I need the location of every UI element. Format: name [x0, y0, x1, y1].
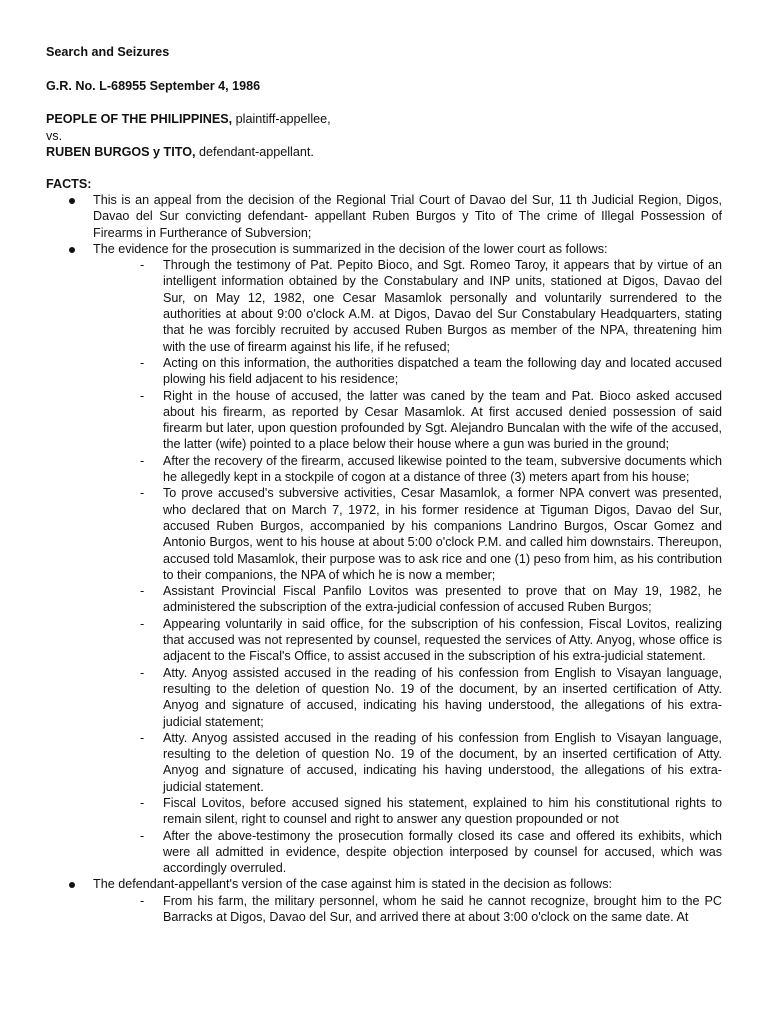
evidence-item	[93, 665, 722, 730]
defense-item-text: From his farm, the military personnel, whom he said he cannot recognize, brought him to the PC Barracks at Digos, Davao del Sur, and arrived there at about 3:00 o'clock on the same date. At	[163, 893, 722, 925]
facts-item	[46, 192, 722, 241]
bullet-icon	[69, 247, 75, 253]
plaintiff-name: PEOPLE OF THE PHILIPPINES,	[46, 112, 233, 126]
bullet-icon	[69, 198, 75, 204]
evidence-item	[93, 453, 722, 486]
evidence-item	[93, 616, 722, 665]
evidence-item	[93, 583, 722, 616]
evidence-item-text: Assistant Provincial Fiscal Panfilo Lovitos was presented to prove that on May 19, 1982, he administered the subscription of the extra-judicial confession of accused Ruben Burgos;	[163, 584, 722, 615]
evidence-item	[93, 730, 722, 795]
case-number: G.R. No. L-68955 September 4, 1986	[46, 79, 261, 93]
dash-marker: -	[140, 616, 145, 631]
facts-item	[46, 241, 722, 877]
prosecution-evidence-list	[93, 257, 722, 876]
evidence-item	[93, 355, 722, 388]
dash-marker: -	[140, 828, 145, 843]
evidence-item-text: After the above-testimony the prosecution formally closed its case and offered its exhibits, which were all admitted in evidence, despite objection interposed by counsel for accused, which was accordingly overruled.	[163, 828, 722, 876]
versus-label: vs.	[46, 129, 63, 143]
facts-list	[46, 192, 722, 925]
evidence-item-text: Fiscal Lovitos, before accused signed his statement, explained to him his constitutional rights to remain silent, right to counsel and right to answer any question propounded or not	[163, 795, 722, 827]
facts-item-text: The evidence for the prosecution is summarized in the decision of the lower court as follows:	[93, 241, 608, 256]
dash-marker: -	[140, 388, 145, 403]
dash-marker: -	[140, 893, 145, 908]
evidence-item	[93, 795, 722, 828]
evidence-item-text: Atty. Anyog assisted accused in the reading of his confession from English to Visayan language, resulting to the deletion of question No. 19 of the document, by an inserted certification of Atty. Anyog and signature of accused, indicating his having understood, the allegations of his extra-judicial statement;	[163, 665, 722, 729]
defense-version-list	[93, 893, 722, 926]
facts-heading: FACTS:	[46, 177, 92, 191]
evidence-item-text: Atty. Anyog assisted accused in the reading of his confession from English to Visayan language, resulting to the deletion of question No. 19 of the document, by an inserted certification of Atty. Anyog and signature of accused, indicating his having understood, the allegations of his extra-judicial statement.	[163, 730, 722, 794]
document-title: Search and Seizures	[46, 45, 170, 59]
evidence-item-text: After the recovery of the firearm, accused likewise pointed to the team, subversive documents which he allegedly kept in a stockpile of cogon at a distance of three (3) meters apart from his house;	[163, 453, 722, 485]
facts-item	[46, 876, 722, 925]
dash-marker: -	[140, 355, 145, 370]
evidence-item	[93, 485, 722, 583]
evidence-item-text: Appearing voluntarily in said office, for the subscription of his confession, Fiscal Lovitos, realizing that accused was not represented by counsel, requested the services of Atty. Anyog, whose office is adjacent to the Fiscal's Office, to assist accused in the subscription of his extra-judicial statement.	[163, 616, 722, 664]
facts-item-text: The defendant-appellant's version of the case against him is stated in the decision as follows:	[93, 877, 613, 892]
defendant-line	[46, 144, 314, 160]
evidence-item-text: Right in the house of accused, the latter was caned by the team and Pat. Bioco asked accused about his firearm, as reported by Cesar Masamlok. At first accused denied possession of said firearm but later, upon question profounded by Sgt. Alejandro Buncalan with the wife of the accused, the latter (wife) pointed to a place below their house where a gun was buried in the ground;	[163, 388, 722, 452]
dash-marker: -	[140, 453, 145, 468]
facts-item-text: This is an appeal from the decision of the Regional Trial Court of Davao del Sur, 11 th Judicial Region, Digos, Davao del Sur convicting defendant- appellant Ruben Burgos y Tito of The crime of Illegal Possession of Firearms in Furtherance of Subversion;	[93, 193, 722, 240]
plaintiff-role: plaintiff-appellee,	[232, 112, 331, 126]
plaintiff-line	[46, 111, 331, 127]
dash-marker: -	[140, 730, 145, 745]
defense-item	[93, 893, 722, 926]
dash-marker: -	[140, 665, 145, 680]
evidence-item	[93, 257, 722, 355]
defendant-role: defendant-appellant.	[195, 145, 314, 159]
evidence-item	[93, 388, 722, 453]
evidence-item-text: To prove accused's subversive activities, Cesar Masamlok, a former NPA convert was presented, who declared that on March 7, 1972, in his former residence at Tiguman Digos, Davao del Sur, accused Ruben Burgos, accompanied by his companions Landrino Burgos, Oscar Gomez and Antonio Burgos, went to his house at about 5:00 o'clock P.M. and called him downstairs. Thereupon, accused told Masamlok, their purpose was to ask rice and one (1) peso from him, as his contribution to their companions, the NPA of which he is now a member;	[163, 486, 722, 582]
defendant-name: RUBEN BURGOS y TITO,	[46, 145, 196, 159]
evidence-item-text: Acting on this information, the authorities dispatched a team the following day and located accused plowing his field adjacent to his residence;	[163, 355, 722, 387]
dash-marker: -	[140, 258, 145, 273]
dash-marker: -	[140, 795, 145, 810]
dash-marker: -	[140, 486, 145, 501]
evidence-item	[93, 828, 722, 877]
evidence-item-text: Through the testimony of Pat. Pepito Bioco, and Sgt. Romeo Taroy, it appears that by virtue of an intelligent information obtained by the Constabulary and INP units, stationed at Digos, Davao del Sur, on May 12, 1982, one Cesar Masamlok personally and voluntarily surrendered to the authorities at about 9:00 o'clock A.M. at Digos, Davao del Sur Constabulary Headquarters, stating that he was forcibly recruited by accused Ruben Burgos as member of the NPA, threatening him with the use of firearm against his life, if he refused;	[163, 258, 722, 354]
bullet-icon	[69, 882, 75, 888]
dash-marker: -	[140, 584, 145, 599]
